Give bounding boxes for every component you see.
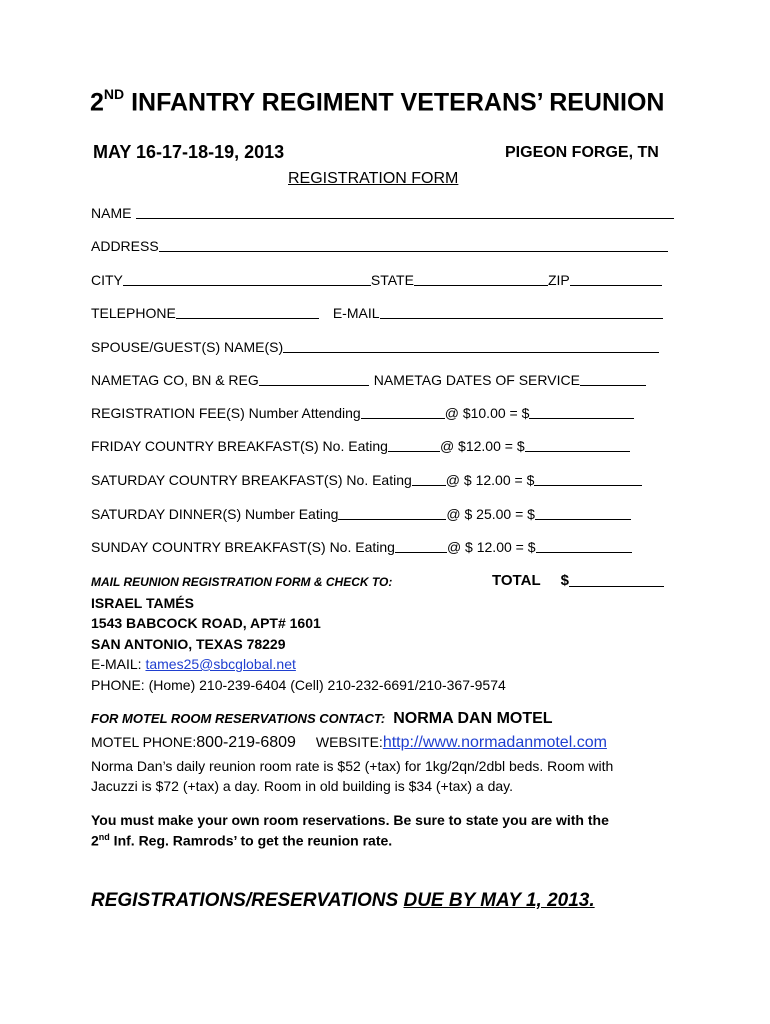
fee-amount-line[interactable] <box>535 507 631 520</box>
total-row <box>492 572 664 589</box>
email-label: E-MAIL <box>332 305 380 321</box>
fee-label: SUNDAY COUNTRY BREAKFAST(S) No. Eating <box>91 539 395 555</box>
nametag-co-line[interactable] <box>259 373 369 386</box>
total-label: TOTAL <box>492 572 541 589</box>
motel-name: NORMA DAN MOTEL <box>393 710 553 727</box>
fee-rate: @ $ 12.00 = $ <box>445 472 535 488</box>
state-label: STATE <box>370 272 414 288</box>
name-line[interactable] <box>136 206 674 219</box>
fee-amount-line[interactable] <box>536 540 632 553</box>
reunion-location: PIGEON FORGE, TN <box>505 144 659 161</box>
spouse-label: SPOUSE/GUEST(S) NAME(S) <box>91 339 284 355</box>
city-label: CITY <box>91 272 123 288</box>
spouse-line[interactable] <box>283 340 659 353</box>
fee-row-sunday-breakfast <box>91 539 632 555</box>
fee-label: SATURDAY DINNER(S) Number Eating <box>91 506 339 522</box>
fee-rate: @ $ 12.00 = $ <box>446 539 536 555</box>
fee-count-line[interactable] <box>361 406 445 419</box>
telephone-line[interactable] <box>176 306 319 319</box>
city-line[interactable] <box>123 273 371 286</box>
fee-rate: @ $ 25.00 = $ <box>446 506 535 522</box>
telephone-label: TELEPHONE <box>91 305 176 321</box>
mail-city: SAN ANTONIO, TEXAS 78229 <box>91 636 286 652</box>
telephone-email-row <box>91 305 663 321</box>
fee-amount-line[interactable] <box>525 439 630 452</box>
motel-contact-label: FOR MOTEL ROOM RESERVATIONS CONTACT: <box>91 711 386 726</box>
fee-count-line[interactable] <box>395 540 447 553</box>
mail-phone: PHONE: (Home) 210-239-6404 (Cell) 210-232-6691/210-367-9574 <box>91 677 506 693</box>
motel-rate-line-2: Jacuzzi is $72 (+tax) a day. Room in old building is $34 (+tax) a day. <box>91 778 514 794</box>
fee-count-line[interactable] <box>388 439 440 452</box>
total-currency: $ <box>560 572 569 589</box>
email-line[interactable] <box>380 306 663 319</box>
page-title: 2ND INFANTRY REGIMENT VETERANS’ REUNION <box>90 86 665 117</box>
reunion-dates: MAY 16-17-18-19, 2013 <box>93 142 285 162</box>
total-line[interactable] <box>569 574 664 587</box>
nametag-co-label: NAMETAG CO, BN & REG <box>91 372 259 388</box>
fee-rate: @ $10.00 = $ <box>444 405 530 421</box>
nametag-dates-line[interactable] <box>580 373 646 386</box>
fee-amount-line[interactable] <box>534 473 642 486</box>
mail-email-label: E-MAIL: <box>91 656 146 672</box>
city-state-zip-row <box>91 272 662 288</box>
due-date: DUE BY MAY 1, 2013. <box>403 890 595 911</box>
fee-row-saturday-dinner <box>91 506 631 522</box>
name-label: NAME <box>91 205 132 221</box>
fee-count-line[interactable] <box>338 507 446 520</box>
motel-heading <box>91 710 553 728</box>
motel-rate-line-1: Norma Dan’s daily reunion room rate is $52 (+tax) for 1kg/2qn/2dbl beds. Room with <box>91 758 614 774</box>
nametag-dates-label: NAMETAG DATES OF SERVICE <box>373 372 580 388</box>
spouse-field[interactable] <box>91 339 659 355</box>
address-label: ADDRESS <box>91 238 159 254</box>
fee-label: REGISTRATION FEE(S) Number Attending <box>91 405 361 421</box>
mail-recipient-name: ISRAEL TAMÉS <box>91 595 194 611</box>
fee-row-friday-breakfast <box>91 438 630 454</box>
fee-amount-line[interactable] <box>529 406 634 419</box>
mail-street: 1543 BABCOCK ROAD, APT# 1601 <box>91 615 321 631</box>
notice-line-1: You must make your own room reservations. Be sure to state you are with the <box>91 812 609 828</box>
fee-row-saturday-breakfast <box>91 472 642 488</box>
fee-label: FRIDAY COUNTRY BREAKFAST(S) No. Eating <box>91 438 388 454</box>
mail-email-line <box>91 656 296 672</box>
motel-contact-row <box>91 734 607 752</box>
name-field[interactable] <box>91 205 674 221</box>
motel-phone-label: MOTEL PHONE: <box>91 734 197 750</box>
zip-line[interactable] <box>570 273 662 286</box>
mail-to-heading: MAIL REUNION REGISTRATION FORM & CHECK TO: <box>91 575 393 589</box>
mail-email-link[interactable]: tames25@sbcglobal.net <box>145 656 296 672</box>
motel-website-link[interactable]: http://www.normadanmotel.com <box>382 734 607 751</box>
address-line[interactable] <box>159 239 668 252</box>
fee-row-registration <box>91 405 634 421</box>
state-line[interactable] <box>414 273 548 286</box>
fee-count-line[interactable] <box>412 473 446 486</box>
address-field[interactable] <box>91 238 668 254</box>
fee-rate: @ $12.00 = $ <box>439 438 525 454</box>
notice-line-2: 2nd Inf. Reg. Ramrods’ to get the reunion rate. <box>91 832 393 849</box>
form-title: REGISTRATION FORM <box>288 170 459 187</box>
zip-label: ZIP <box>547 272 570 288</box>
fee-label: SATURDAY COUNTRY BREAKFAST(S) No. Eating <box>91 472 412 488</box>
motel-phone: 800-219-6809 <box>196 734 296 751</box>
motel-website-label: WEBSITE: <box>315 734 383 750</box>
nametag-row <box>91 372 646 388</box>
due-date-notice: REGISTRATIONS/RESERVATIONS DUE BY MAY 1, 2013. <box>91 890 595 911</box>
